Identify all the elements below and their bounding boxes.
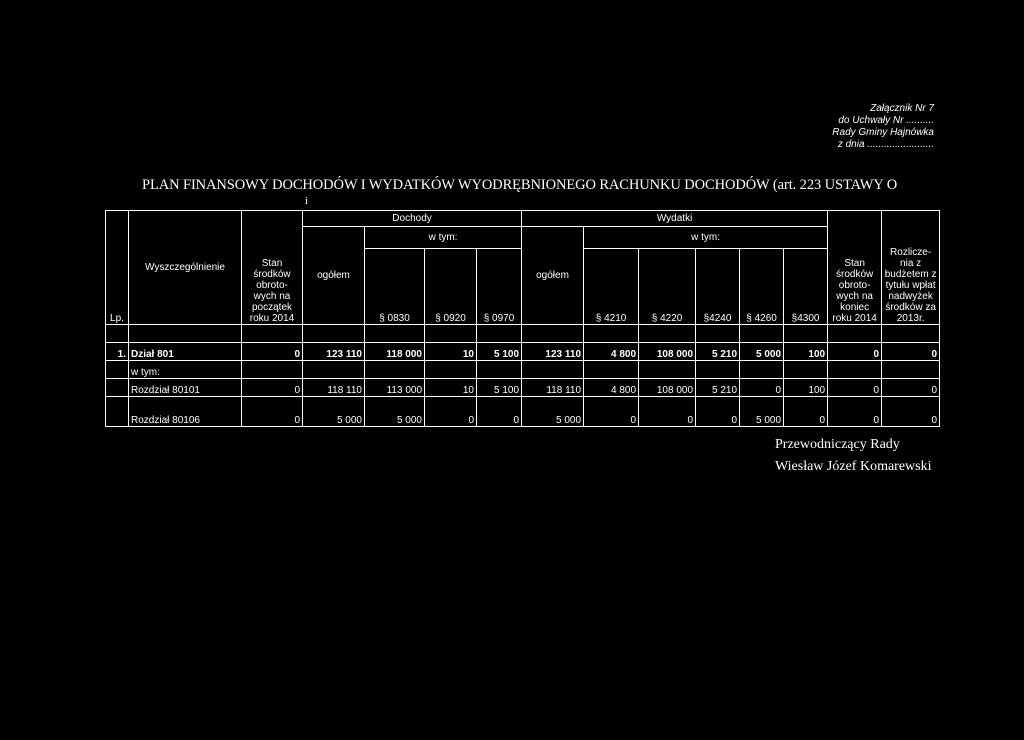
cell-w4220: 0 [639, 397, 696, 427]
spacer-row [106, 325, 940, 343]
cell-stan-koniec: 0 [828, 397, 882, 427]
header-d0970: § 0970 [477, 249, 522, 325]
cell-stan-poczatek: 0 [242, 397, 303, 427]
header-w4300: §4300 [784, 249, 828, 325]
cell-w4260 [740, 361, 784, 379]
header-d0830: § 0830 [365, 249, 425, 325]
cell-lp [106, 397, 129, 427]
header-wydatki-ogolem: ogółem [522, 227, 584, 325]
cell-d0920 [425, 361, 477, 379]
annex-date: z dnia ........................ [837, 139, 934, 150]
cell-dochody-ogolem: 123 110 [303, 343, 365, 361]
cell-w4260: 5 000 [740, 397, 784, 427]
annex-resolution: do Uchwały Nr .......... [838, 115, 934, 126]
annex-note [822, 103, 934, 151]
cell-wydatki-ogolem [522, 361, 584, 379]
cell-name: Rozdział 80101 [129, 379, 242, 397]
annex-number: Załącznik Nr 7 [870, 103, 934, 114]
cell-w4240: 0 [696, 397, 740, 427]
header-w4260: § 4260 [740, 249, 784, 325]
cell-name: Dział 801 [129, 343, 242, 361]
cell-w4260: 0 [740, 379, 784, 397]
cell-w4300: 100 [784, 379, 828, 397]
header-wyszczegolnienie: Wyszczególnienie [129, 211, 242, 325]
header-w4210: § 4210 [584, 249, 639, 325]
cell-w4210: 4 800 [584, 379, 639, 397]
cell-w4300: 100 [784, 343, 828, 361]
cell-lp [106, 361, 129, 379]
header-stan-poczatek: Stan środków obroto- wych na początek roku 2014 [242, 211, 303, 325]
header-stan-koniec: Stan środków obroto- wych na koniec roku 2014 [828, 211, 882, 325]
header-w4240: §4240 [696, 249, 740, 325]
cell-rozliczenia: 0 [882, 379, 940, 397]
cell-d0920: 10 [425, 343, 477, 361]
cell-d0970: 5 100 [477, 343, 522, 361]
table-row [106, 379, 940, 397]
cell-stan-poczatek [242, 361, 303, 379]
cell-d0970: 0 [477, 397, 522, 427]
cell-d0920: 10 [425, 379, 477, 397]
header-dochody: Dochody [303, 211, 522, 227]
cell-w4300: 0 [784, 397, 828, 427]
cell-d0920: 0 [425, 397, 477, 427]
title-mark: i [305, 195, 309, 207]
header-lp: Lp. [106, 211, 129, 325]
cell-name: Rozdział 80106 [129, 397, 242, 427]
cell-d0970 [477, 361, 522, 379]
annex-council: Rady Gminy Hajnówka [832, 127, 934, 138]
header-rozliczenia: Rozlicze- nia z budżetem z tytułu wpłat nadwyżek środków za 2013r. [882, 211, 940, 325]
table-row [106, 343, 940, 361]
header-wydatki-w-tym: w tym: [584, 227, 828, 249]
cell-dochody-ogolem: 118 110 [303, 379, 365, 397]
cell-w4220: 108 000 [639, 379, 696, 397]
cell-w4220: 108 000 [639, 343, 696, 361]
cell-w4240: 5 210 [696, 343, 740, 361]
cell-w4260: 5 000 [740, 343, 784, 361]
header-w4220: § 4220 [639, 249, 696, 325]
cell-wydatki-ogolem: 118 110 [522, 379, 584, 397]
cell-d0830: 118 000 [365, 343, 425, 361]
page-title: PLAN FINANSOWY DOCHODÓW I WYDATKÓW WYODRĘBNIONEGO RACHUNKU DOCHODÓW (art. 223 USTAWY O [142, 177, 898, 193]
cell-d0830: 5 000 [365, 397, 425, 427]
cell-rozliczenia: 0 [882, 397, 940, 427]
cell-lp [106, 379, 129, 397]
cell-name: w tym: [129, 361, 242, 379]
cell-rozliczenia: 0 [882, 343, 940, 361]
header-dochody-ogolem: ogółem [303, 227, 365, 325]
cell-w4300 [784, 361, 828, 379]
cell-stan-koniec: 0 [828, 379, 882, 397]
cell-lp: 1. [106, 343, 129, 361]
cell-d0830: 113 000 [365, 379, 425, 397]
table-row [106, 397, 940, 427]
cell-stan-koniec [828, 361, 882, 379]
signature-name: Wiesław Józef Komarewski [775, 459, 932, 474]
cell-dochody-ogolem [303, 361, 365, 379]
cell-w4210: 4 800 [584, 343, 639, 361]
header-dochody-w-tym: w tym: [365, 227, 522, 249]
cell-d0970: 5 100 [477, 379, 522, 397]
cell-dochody-ogolem: 5 000 [303, 397, 365, 427]
cell-stan-poczatek: 0 [242, 343, 303, 361]
cell-wydatki-ogolem: 5 000 [522, 397, 584, 427]
cell-w4210 [584, 361, 639, 379]
table-row [106, 361, 940, 379]
cell-rozliczenia [882, 361, 940, 379]
cell-w4240: 5 210 [696, 379, 740, 397]
cell-stan-koniec: 0 [828, 343, 882, 361]
cell-d0830 [365, 361, 425, 379]
header-d0920: § 0920 [425, 249, 477, 325]
cell-stan-poczatek: 0 [242, 379, 303, 397]
financial-plan-table [105, 210, 940, 427]
cell-w4220 [639, 361, 696, 379]
cell-wydatki-ogolem: 123 110 [522, 343, 584, 361]
cell-w4240 [696, 361, 740, 379]
signature-role: Przewodniczący Rady [775, 437, 900, 452]
cell-w4210: 0 [584, 397, 639, 427]
header-wydatki: Wydatki [522, 211, 828, 227]
